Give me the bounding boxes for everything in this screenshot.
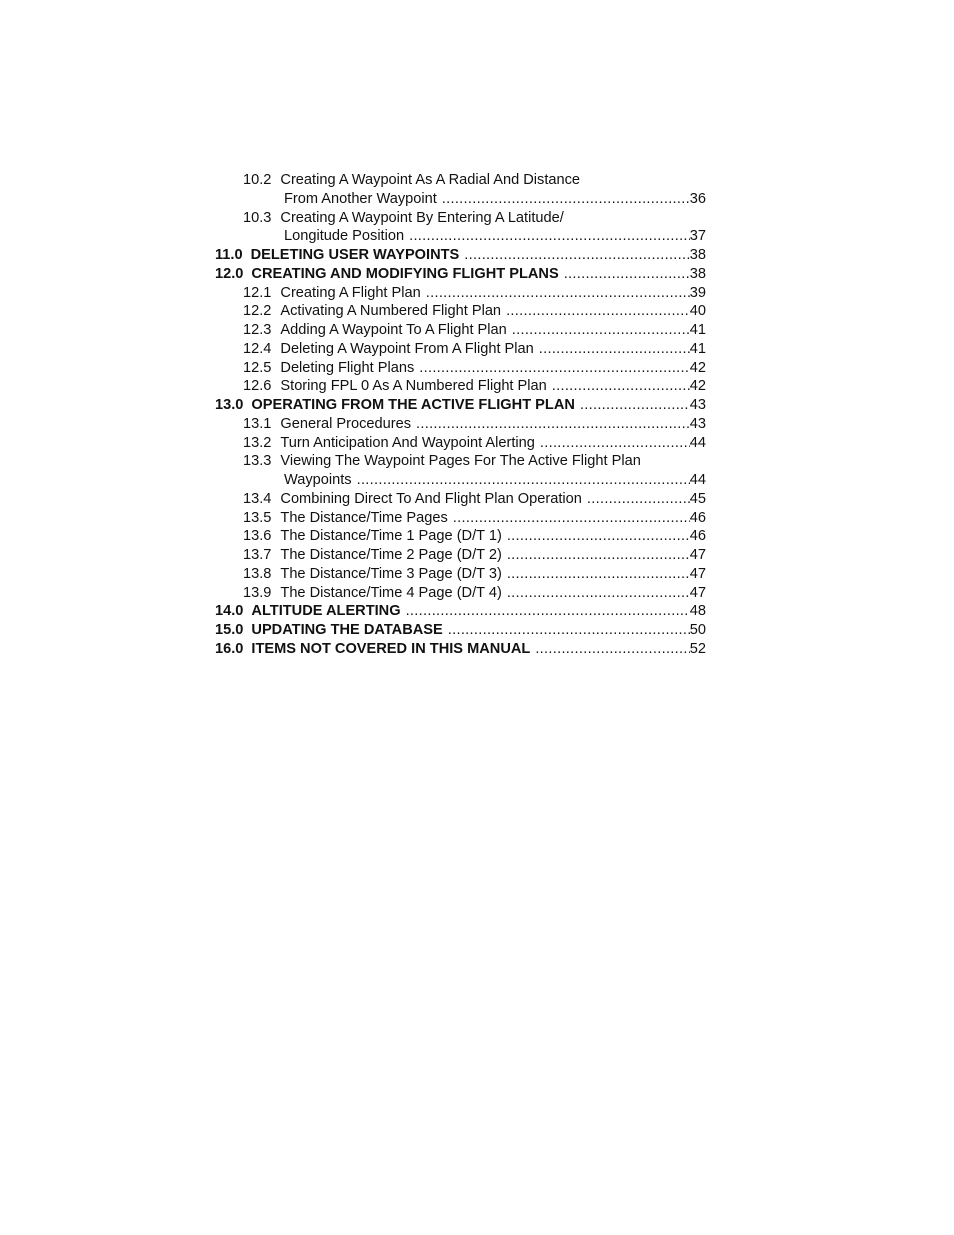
dot-leader	[426, 284, 690, 303]
dot-leader	[506, 302, 690, 321]
toc-entry	[215, 340, 706, 359]
toc-entry-page: 45	[689, 490, 706, 507]
toc-entry	[215, 434, 706, 453]
toc-entry-number: 12.4	[243, 340, 272, 357]
toc-entry-number: 12.6	[243, 378, 272, 395]
dot-leader	[419, 359, 690, 378]
toc-entry-number: 12.2	[243, 303, 272, 320]
toc-entry-page: 46	[689, 509, 706, 526]
dot-leader	[416, 415, 690, 434]
toc-entry-title: Deleting Flight Plans	[280, 359, 415, 376]
toc-entry-page: 37	[689, 228, 706, 245]
toc-entry-title: The Distance/Time 4 Page (D/T 4)	[280, 584, 502, 601]
toc-entry-title: Creating A Waypoint By Entering A Latitude/	[280, 209, 564, 226]
toc-entry-title: Creating A Flight Plan	[280, 284, 421, 301]
toc-entry-title: ITEMS NOT COVERED IN THIS MANUAL	[251, 640, 531, 657]
toc-entry-number: 10.3	[243, 209, 272, 226]
toc-entry	[215, 171, 706, 190]
toc-entry	[215, 227, 706, 246]
toc-entry-page: 43	[689, 415, 706, 432]
toc-entry-title: Viewing The Waypoint Pages For The Active Flight Plan	[280, 453, 641, 470]
toc-entry-page: 40	[689, 303, 706, 320]
toc-entry-number: 13.0	[215, 397, 244, 413]
toc-entry-title: Adding A Waypoint To A Flight Plan	[280, 322, 507, 338]
dot-leader	[580, 396, 690, 415]
toc-entry	[215, 359, 706, 378]
dot-leader	[507, 527, 690, 546]
toc-entry	[215, 284, 706, 303]
toc-entry-number: 15.0	[215, 622, 244, 638]
toc-entry-title: OPERATING FROM THE ACTIVE FLIGHT PLAN	[251, 397, 575, 413]
dot-leader	[507, 565, 690, 584]
toc-entry-number: 12.5	[243, 359, 272, 376]
dot-leader	[540, 434, 690, 453]
toc-entry	[215, 584, 706, 603]
toc-entry-page: 44	[689, 472, 706, 488]
toc-entry	[215, 396, 706, 415]
toc-entry-title: Turn Anticipation And Waypoint Alerting	[280, 434, 535, 451]
toc-entry	[215, 246, 706, 265]
dot-leader	[564, 265, 690, 284]
toc-entry-page: 46	[689, 528, 706, 545]
toc-entry-title: The Distance/Time 2 Page (D/T 2)	[280, 547, 502, 563]
toc-entry-title: The Distance/Time 1 Page (D/T 1)	[280, 528, 502, 545]
toc-entry-number: 13.9	[243, 584, 272, 601]
toc-entry	[215, 621, 706, 640]
toc-entry-number: 12.3	[243, 322, 272, 338]
toc-entry	[215, 321, 706, 340]
toc-entry	[215, 527, 706, 546]
toc-entry	[215, 302, 706, 321]
toc-entry	[215, 546, 706, 565]
toc-entry-number: 16.0	[215, 640, 244, 657]
dot-leader	[507, 584, 690, 603]
toc-entry-title: DELETING USER WAYPOINTS	[250, 247, 460, 263]
toc-entry	[215, 471, 706, 490]
toc-entry	[215, 190, 706, 209]
toc-entry-page: 42	[689, 378, 706, 395]
toc-entry	[215, 490, 706, 509]
toc-entry-page: 38	[689, 265, 706, 282]
toc-entry-title: The Distance/Time 3 Page (D/T 3)	[280, 565, 502, 582]
toc-entry-number: 10.2	[243, 172, 272, 188]
dot-leader	[552, 377, 690, 396]
toc-entry-page: 44	[689, 434, 706, 451]
toc-entry-title: General Procedures	[280, 415, 412, 432]
dot-leader	[357, 471, 690, 490]
toc-entry-title: Activating A Numbered Flight Plan	[280, 303, 502, 320]
toc-entry-number: 13.1	[243, 415, 272, 432]
toc-entry-page: 47	[689, 584, 706, 601]
toc-entry-title: UPDATING THE DATABASE	[251, 622, 443, 638]
toc-entry-page: 42	[689, 359, 706, 376]
toc-entry-number: 12.1	[243, 284, 272, 301]
toc-entry-page: 41	[689, 340, 706, 357]
dot-leader	[587, 490, 690, 509]
toc-entry	[215, 565, 706, 584]
toc-entry-title: Storing FPL 0 As A Numbered Flight Plan	[280, 378, 547, 395]
toc-entry-page: 41	[689, 322, 706, 338]
toc-entry-title: Waypoints	[284, 472, 352, 488]
dot-leader	[539, 340, 690, 359]
toc-entry-title: Combining Direct To And Flight Plan Operation	[280, 490, 582, 507]
toc-entry-page: 47	[689, 547, 706, 563]
toc-entry-number: 13.6	[243, 528, 272, 545]
toc-entry-number: 14.0	[215, 603, 244, 620]
toc-entry-page: 43	[689, 397, 706, 413]
toc-entry-title: ALTITUDE ALERTING	[251, 603, 401, 620]
toc-entry-page: 52	[689, 640, 706, 657]
table-of-contents	[215, 171, 706, 659]
toc-entry-title: From Another Waypoint	[284, 190, 437, 207]
toc-entry	[215, 452, 706, 471]
toc-entry-number: 13.8	[243, 565, 272, 582]
dot-leader	[535, 640, 689, 659]
toc-entry-number: 13.3	[243, 453, 272, 470]
dot-leader	[507, 546, 690, 565]
toc-entry-page: 50	[689, 622, 706, 638]
toc-entry-page: 39	[689, 284, 706, 301]
toc-entry	[215, 640, 706, 659]
toc-entry	[215, 509, 706, 528]
dot-leader	[406, 602, 690, 621]
toc-entry-number: 12.0	[215, 265, 244, 282]
toc-entry	[215, 602, 706, 621]
toc-entry	[215, 377, 706, 396]
toc-entry-title: Creating A Waypoint As A Radial And Distance	[280, 172, 581, 188]
dot-leader	[453, 509, 690, 528]
dot-leader	[442, 190, 690, 209]
toc-entry	[215, 209, 706, 228]
toc-entry-title: Longitude Position	[284, 228, 405, 245]
toc-entry-page: 47	[689, 565, 706, 582]
toc-entry-page: 48	[689, 603, 706, 620]
toc-entry-title: The Distance/Time Pages	[280, 509, 448, 526]
toc-entry	[215, 415, 706, 434]
toc-entry-title: Deleting A Waypoint From A Flight Plan	[280, 340, 534, 357]
dot-leader	[409, 227, 690, 246]
dot-leader	[464, 246, 689, 265]
toc-entry-page: 38	[689, 247, 706, 263]
toc-entry-number: 11.0	[215, 247, 243, 263]
toc-entry-number: 13.5	[243, 509, 272, 526]
toc-entry	[215, 265, 706, 284]
toc-entry-page: 36	[689, 190, 706, 207]
toc-entry-number: 13.7	[243, 547, 272, 563]
dot-leader	[448, 621, 690, 640]
toc-entry-title: CREATING AND MODIFYING FLIGHT PLANS	[251, 265, 559, 282]
toc-entry-number: 13.2	[243, 434, 272, 451]
toc-entry-number: 13.4	[243, 490, 272, 507]
dot-leader	[512, 321, 690, 340]
